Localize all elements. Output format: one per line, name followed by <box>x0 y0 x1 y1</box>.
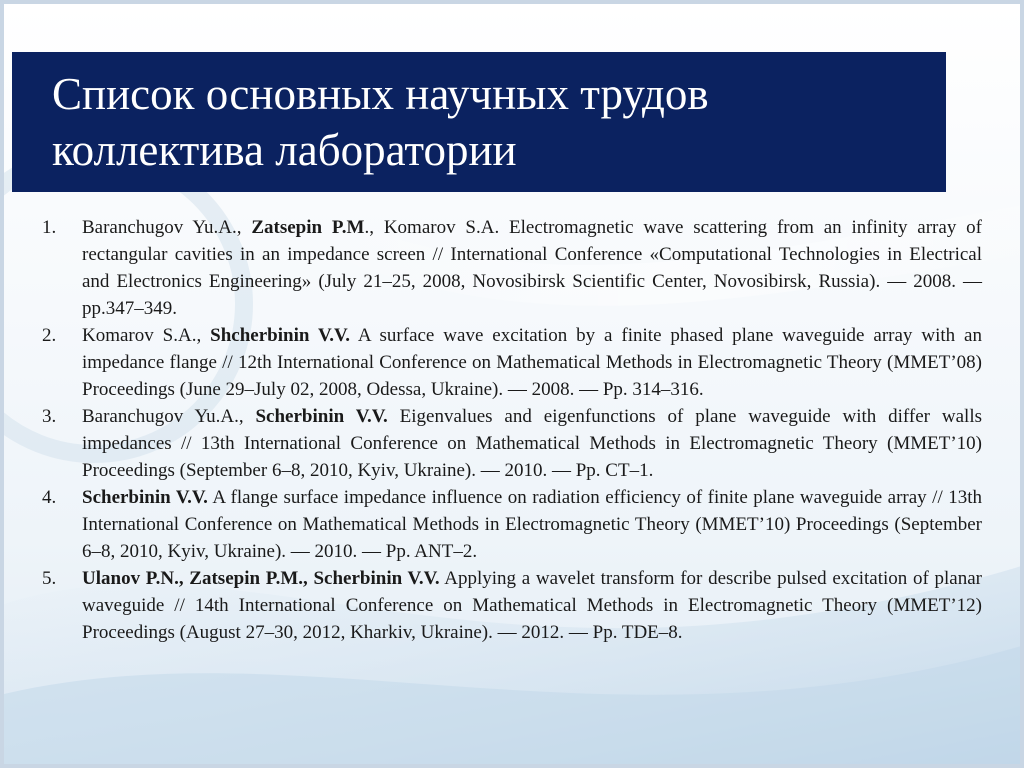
slide-title-line1: Список основных научных трудов <box>52 69 709 119</box>
reference-number: 1. <box>42 217 57 238</box>
reference-authors-highlighted: Shcherbinin V.V. <box>210 325 351 346</box>
slide-title <box>52 66 906 178</box>
reference-item <box>42 322 982 403</box>
reference-number: 4. <box>42 487 57 508</box>
reference-authors: Baranchugov Yu.A., <box>82 406 256 427</box>
reference-number: 5. <box>42 568 57 589</box>
reference-text: Applying a wavelet transform for describe pulsed excitation of planar waveguide // 14th International Conference on Mathematical Methods in Electromagnetic Theory (MMET’12) Proceedings (August 27–30, 2012, Kharkiv, Ukraine). — 2012. — Pp. TDE–8. <box>82 568 982 643</box>
slide-title-line2: коллектива лаборатории <box>52 125 517 175</box>
reference-number: 3. <box>42 406 57 427</box>
reference-item <box>42 403 982 484</box>
reference-authors-highlighted: Scherbinin V.V. <box>255 406 388 427</box>
reference-text: A flange surface impedance influence on radiation efficiency of finite plane waveguide array // 13th International Conference on Mathematical Methods in Electromagnetic Theory (MMET’10) Proceedings (September 6–8, 2010, Kyiv, Ukraine). — 2010. — Pp. ANT–2. <box>82 487 982 562</box>
title-bar <box>12 52 946 192</box>
reference-authors-highlighted: Ulanov P.N., Zatsepin P.M., Scherbinin V.V. <box>82 568 440 589</box>
reference-authors-highlighted: Zatsepin P.M <box>251 217 365 238</box>
reference-text: ., Komarov S.A. Electromagnetic wave scattering from an infinity array of rectangular cavities in an impedance screen // International Conference «Computational Technologies in Electrical and Electronics Engineering» (July 21–25, 2008, Novosibirsk Scientific Center, Novosibirsk, Russia). — 2008. — pp.347–349. <box>82 217 982 319</box>
reference-authors-highlighted: Scherbinin V.V. <box>82 487 208 508</box>
reference-authors: Baranchugov Yu.A., <box>82 217 252 238</box>
reference-item <box>42 484 982 565</box>
reference-list <box>42 214 982 646</box>
reference-text: Eigenvalues and eigenfunctions of plane waveguide with differ walls impedances // 13th International Conference on Mathematical Methods in Electromagnetic Theory (MMET’10) Proceedings (September 6–8, 2010, Kyiv, Ukraine). — 2010. — Pp. CT–1. <box>82 406 982 481</box>
reference-item <box>42 565 982 646</box>
reference-authors: Komarov S.A., <box>82 325 211 346</box>
reference-text: A surface wave excitation by a finite phased plane waveguide array with an impedance flange // 12th International Conference on Mathematical Methods in Electromagnetic Theory (MMET’08) Proceedings (June 29–July 02, 2008, Odessa, Ukraine). — 2008. — Pp. 314–316. <box>82 325 982 400</box>
reference-item <box>42 214 982 322</box>
reference-number: 2. <box>42 325 57 346</box>
